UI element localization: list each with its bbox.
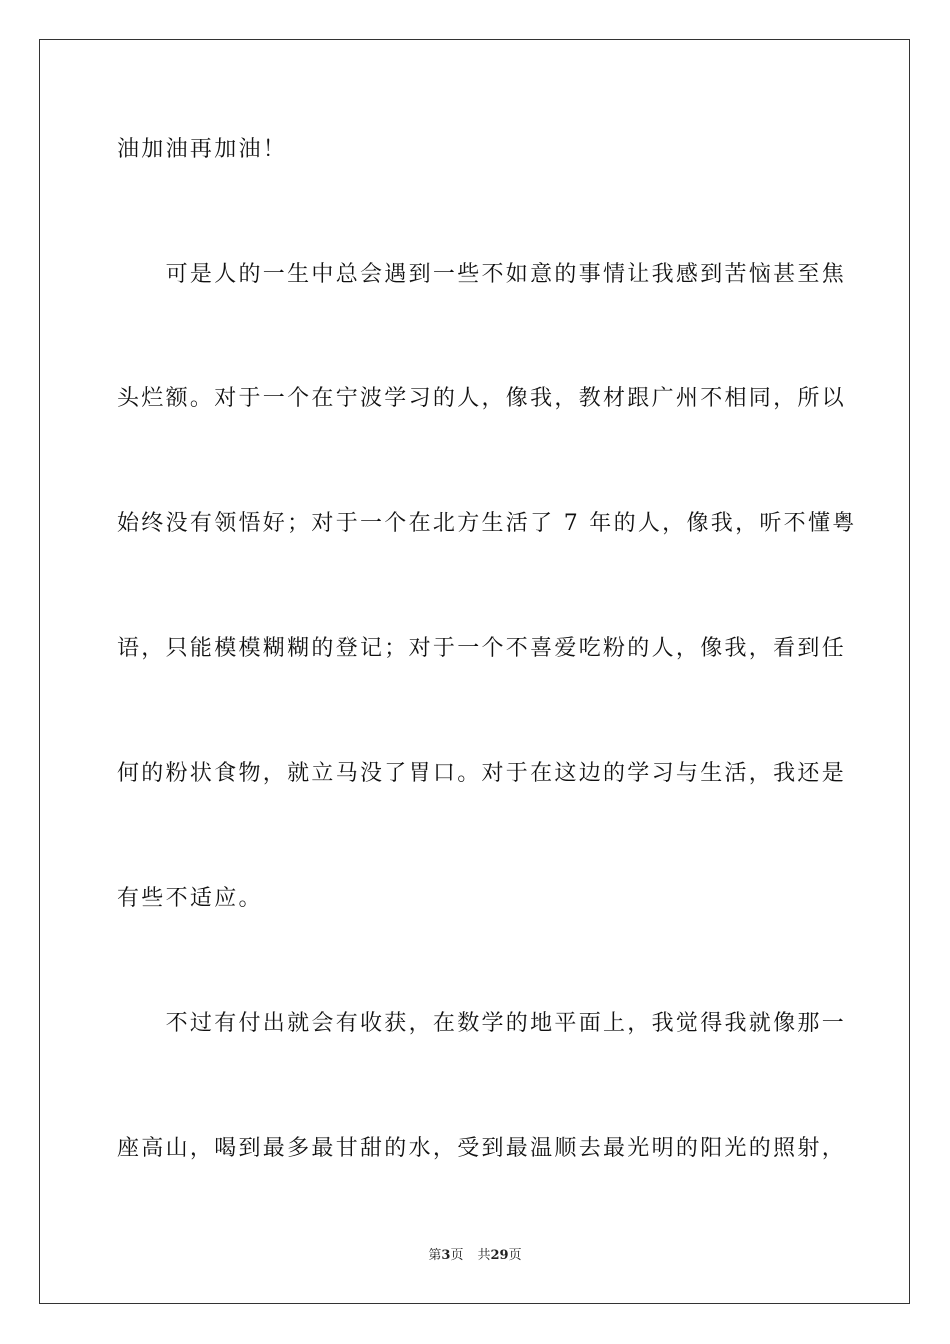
page-prefix: 第 [428, 1248, 442, 1263]
text-line: 不过有付出就会有收获，在数学的地平面上，我觉得我就像那一 [117, 1011, 847, 1036]
text-line: 始终没有领悟好；对于一个在北方生活了 7 年的人，像我，听不懂粤 [117, 511, 857, 536]
page-footer [0, 1248, 950, 1264]
text-line: 头烂额。对于一个在宁波学习的人，像我，教材跟广州不相同，所以 [117, 386, 847, 411]
text-line: 有些不适应。 [117, 886, 263, 911]
text-line: 可是人的一生中总会遇到一些不如意的事情让我感到苦恼甚至焦 [117, 262, 847, 287]
page-suffix: 页 [450, 1248, 464, 1263]
text-line: 座高山，喝到最多最甘甜的水，受到最温顺去最光明的阳光的照射， [117, 1136, 847, 1161]
text-line: 油加油再加油！ [117, 137, 288, 162]
text-line: 语，只能模模糊糊的登记；对于一个不喜爱吃粉的人，像我，看到任 [117, 636, 847, 661]
page-number: 3 [441, 1248, 451, 1263]
total-prefix: 共 [477, 1248, 491, 1263]
page-border [39, 39, 910, 1304]
total-pages: 29 [490, 1248, 509, 1263]
text-line: 何的粉状食物，就立马没了胃口。对于在这边的学习与生活，我还是 [117, 761, 847, 786]
total-suffix: 页 [508, 1248, 522, 1263]
